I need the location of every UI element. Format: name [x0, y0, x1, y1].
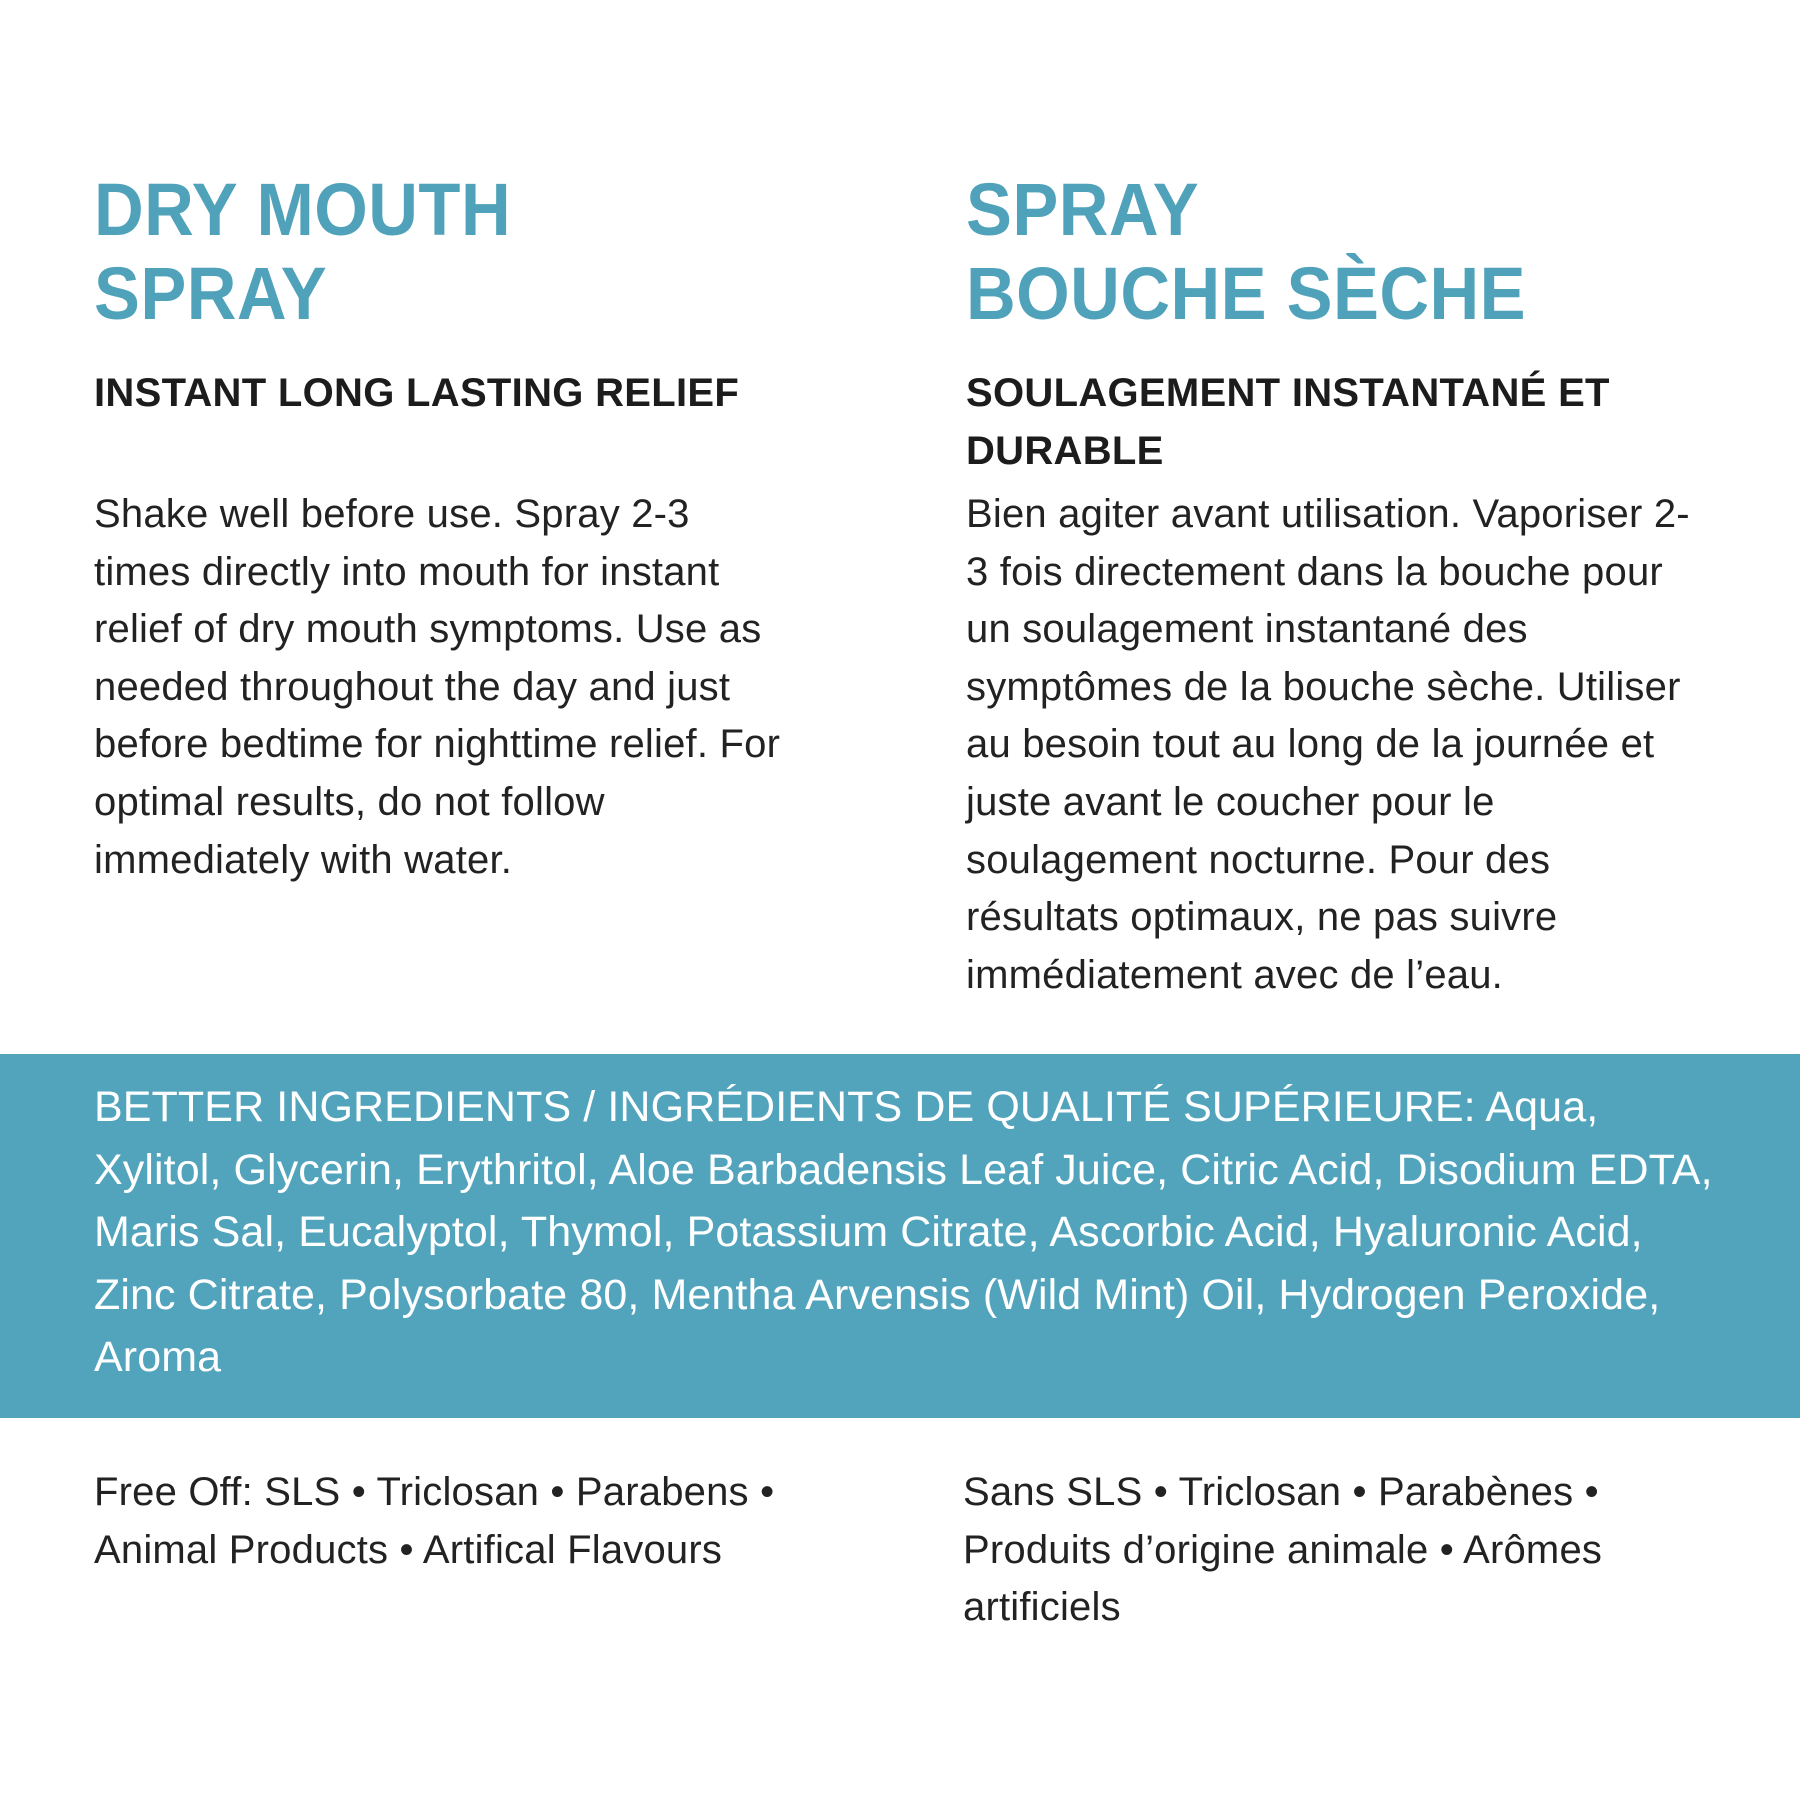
ingredients-band: [0, 1054, 1800, 1418]
english-title-line1: DRY MOUTH: [94, 168, 512, 251]
ingredients-list: BETTER INGREDIENTS / INGRÉDIENTS DE QUALITÉ SUPÉRIEURE: Aqua, Xylitol, Glycerin, Erythritol, Aloe Barbadensis Leaf Juice, Citric Acid, Disodium EDTA, Maris Sal, Eucalyptol, Thymol, Potassium Citrate, Ascorbic Acid, Hyaluronic Acid, Zinc Citrate, Polysorbate 80, Mentha Arvensis (Wild Mint) Oil, Hydrogen Peroxide, Aroma: [94, 1083, 1713, 1381]
english-title-line2: SPRAY: [94, 252, 328, 335]
french-title-line1: SPRAY: [966, 168, 1200, 251]
french-title: [966, 168, 1673, 336]
english-title: [94, 168, 782, 336]
french-column: [966, 168, 1726, 997]
french-directions: Bien agiter avant utilisation. Vaporiser 2-3 fois directement dans la bouche pour un soulagement instantané des symptômes de la bouche sèche. Utiliser au besoin tout au long de la journée et juste avant le coucher pour le soulagement nocturne. Pour des résultats optimaux, ne pas suivre immédiatement avec de l’eau.: [966, 492, 1690, 997]
french-subtitle: SOULAGEMENT INSTANTANÉ ET DURABLE: [966, 371, 1610, 473]
english-subtitle: INSTANT LONG LASTING RELIEF: [94, 371, 740, 415]
french-title-line2: BOUCHE SÈCHE: [966, 252, 1527, 335]
english-free-of-list: Free Off: SLS • Triclosan • Parabens • Animal Products • Artifical Flavours: [94, 1470, 775, 1572]
english-column: [94, 168, 834, 882]
french-free-of-list: Sans SLS • Triclosan • Parabènes • Produits d’origine animale • Arômes artificiels: [963, 1470, 1603, 1630]
english-directions: Shake well before use. Spray 2-3 times directly into mouth for instant relief of dry mouth symptoms. Use as needed throughout the day and just before bedtime for nighttime relief. For optimal results, do not follow immediately with water.: [94, 492, 781, 882]
